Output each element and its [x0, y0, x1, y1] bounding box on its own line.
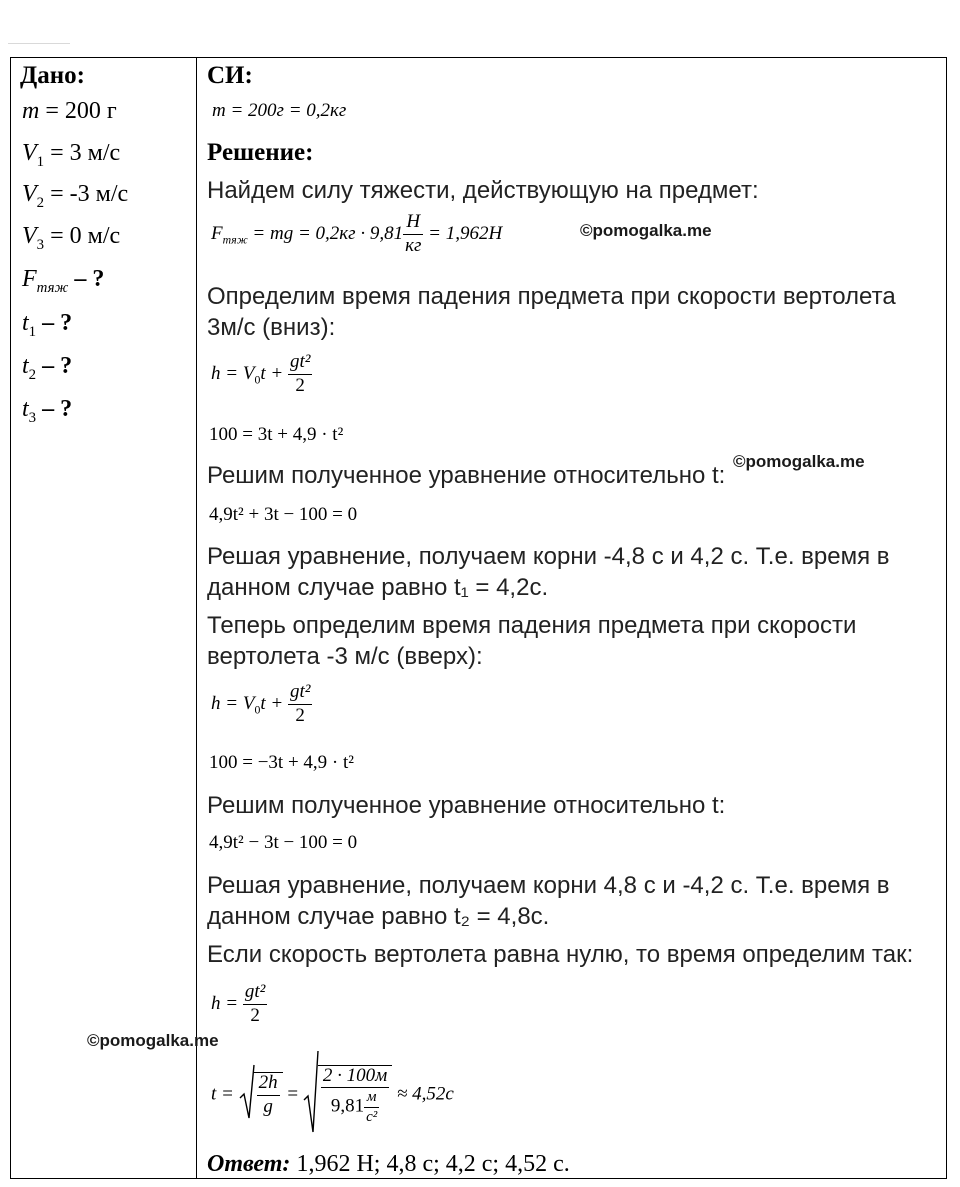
given-heading: Дано:	[20, 62, 85, 89]
paragraph-zero-speed: Если скорость вертолета равна нулю, то время определим так:	[207, 941, 914, 968]
answer-label: Ответ:	[207, 1151, 291, 1177]
paragraph-roots-1-line2: данном случае равно t₁ = 4,2с.	[207, 574, 549, 601]
given-item: $F_{тяж}$ – ?	[22, 266, 105, 296]
equation-height-2-substituted: 100 = −3t + 4,9 · t²	[209, 752, 354, 773]
watermark: ©pomogalka.me	[580, 221, 712, 240]
given-item: $t_3$ – ?	[22, 396, 73, 426]
si-heading: СИ:	[207, 62, 253, 89]
given-item: $V_2 = -3$ м/с	[22, 181, 129, 211]
sqrt-symbol	[303, 1050, 319, 1140]
equation-quadratic-2: 4,9t² − 3t − 100 = 0	[209, 832, 358, 853]
watermark: ©pomogalka.me	[87, 1031, 219, 1050]
sqrt-symbol	[239, 1064, 255, 1126]
paragraph-roots-2-line2: данном случае равно t₂ = 4,8с.	[207, 903, 550, 930]
solution-heading: Решение:	[207, 139, 314, 166]
equation-gravity: $F_{тяж}$ = mg = 0,2кг · 9,81 $\frac{H}{кг}$ = 1,962H	[211, 211, 503, 256]
paragraph-time-up-line2: вертолета -3 м/с (вверх):	[207, 643, 483, 670]
given-item: m = 200 г	[22, 98, 117, 124]
given-item: $t_2$ – ?	[22, 353, 73, 383]
paragraph-solve-2: Решим полученное уравнение относительно t:	[207, 792, 726, 819]
answer-line	[207, 1151, 570, 1178]
column-divider	[196, 57, 197, 1179]
paragraph-time-up-line1: Теперь определим время падения предмета при скорости	[207, 612, 857, 639]
equation-height-1-substituted: 100 = 3t + 4,9 · t²	[209, 424, 344, 445]
given-item: $V_1 = 3$ м/с	[22, 140, 121, 170]
equation-height-2: $h = V_0t$ + $\frac{\text{gt²}}{2}$	[211, 681, 311, 726]
si-conversion: m = 200г = 0,2кг	[212, 100, 347, 121]
top-rule	[8, 43, 70, 44]
equation-height-1: $h = V_0t$ + $\frac{\text{gt²}}{2}$	[211, 351, 311, 396]
equation-time-zero-speed: t = $\frac{2h}{g}$ = 2 · 100м 9,81 $\frac{м}{\text{с²}}$ ≈ 4,52с	[211, 1050, 454, 1140]
watermark: ©pomogalka.me	[733, 452, 865, 471]
paragraph-gravity: Найдем силу тяжести, действующую на предмет:	[207, 177, 759, 204]
answer-text: 1,962 Н; 4,8 с; 4,2 с; 4,52 с.	[290, 1151, 570, 1177]
paragraph-time-down-line1: Определим время падения предмета при скорости вертолета	[207, 283, 896, 310]
given-item: $V_3 = 0$ м/с	[22, 223, 121, 253]
equation-height-3: h = $\frac{\text{gt²}}{2}$	[211, 981, 266, 1026]
given-item: $t_1$ – ?	[22, 310, 73, 340]
paragraph-time-down-line2: 3м/с (вниз):	[207, 314, 336, 341]
paragraph-roots-2-line1: Решая уравнение, получаем корни 4,8 с и -4,2 с. Т.е. время в	[207, 872, 890, 899]
equation-quadratic-1: 4,9t² + 3t − 100 = 0	[209, 504, 358, 525]
paragraph-solve-1: Решим полученное уравнение относительно t:	[207, 462, 726, 489]
paragraph-roots-1-line1: Решая уравнение, получаем корни -4,8 с и 4,2 с. Т.е. время в	[207, 543, 890, 570]
